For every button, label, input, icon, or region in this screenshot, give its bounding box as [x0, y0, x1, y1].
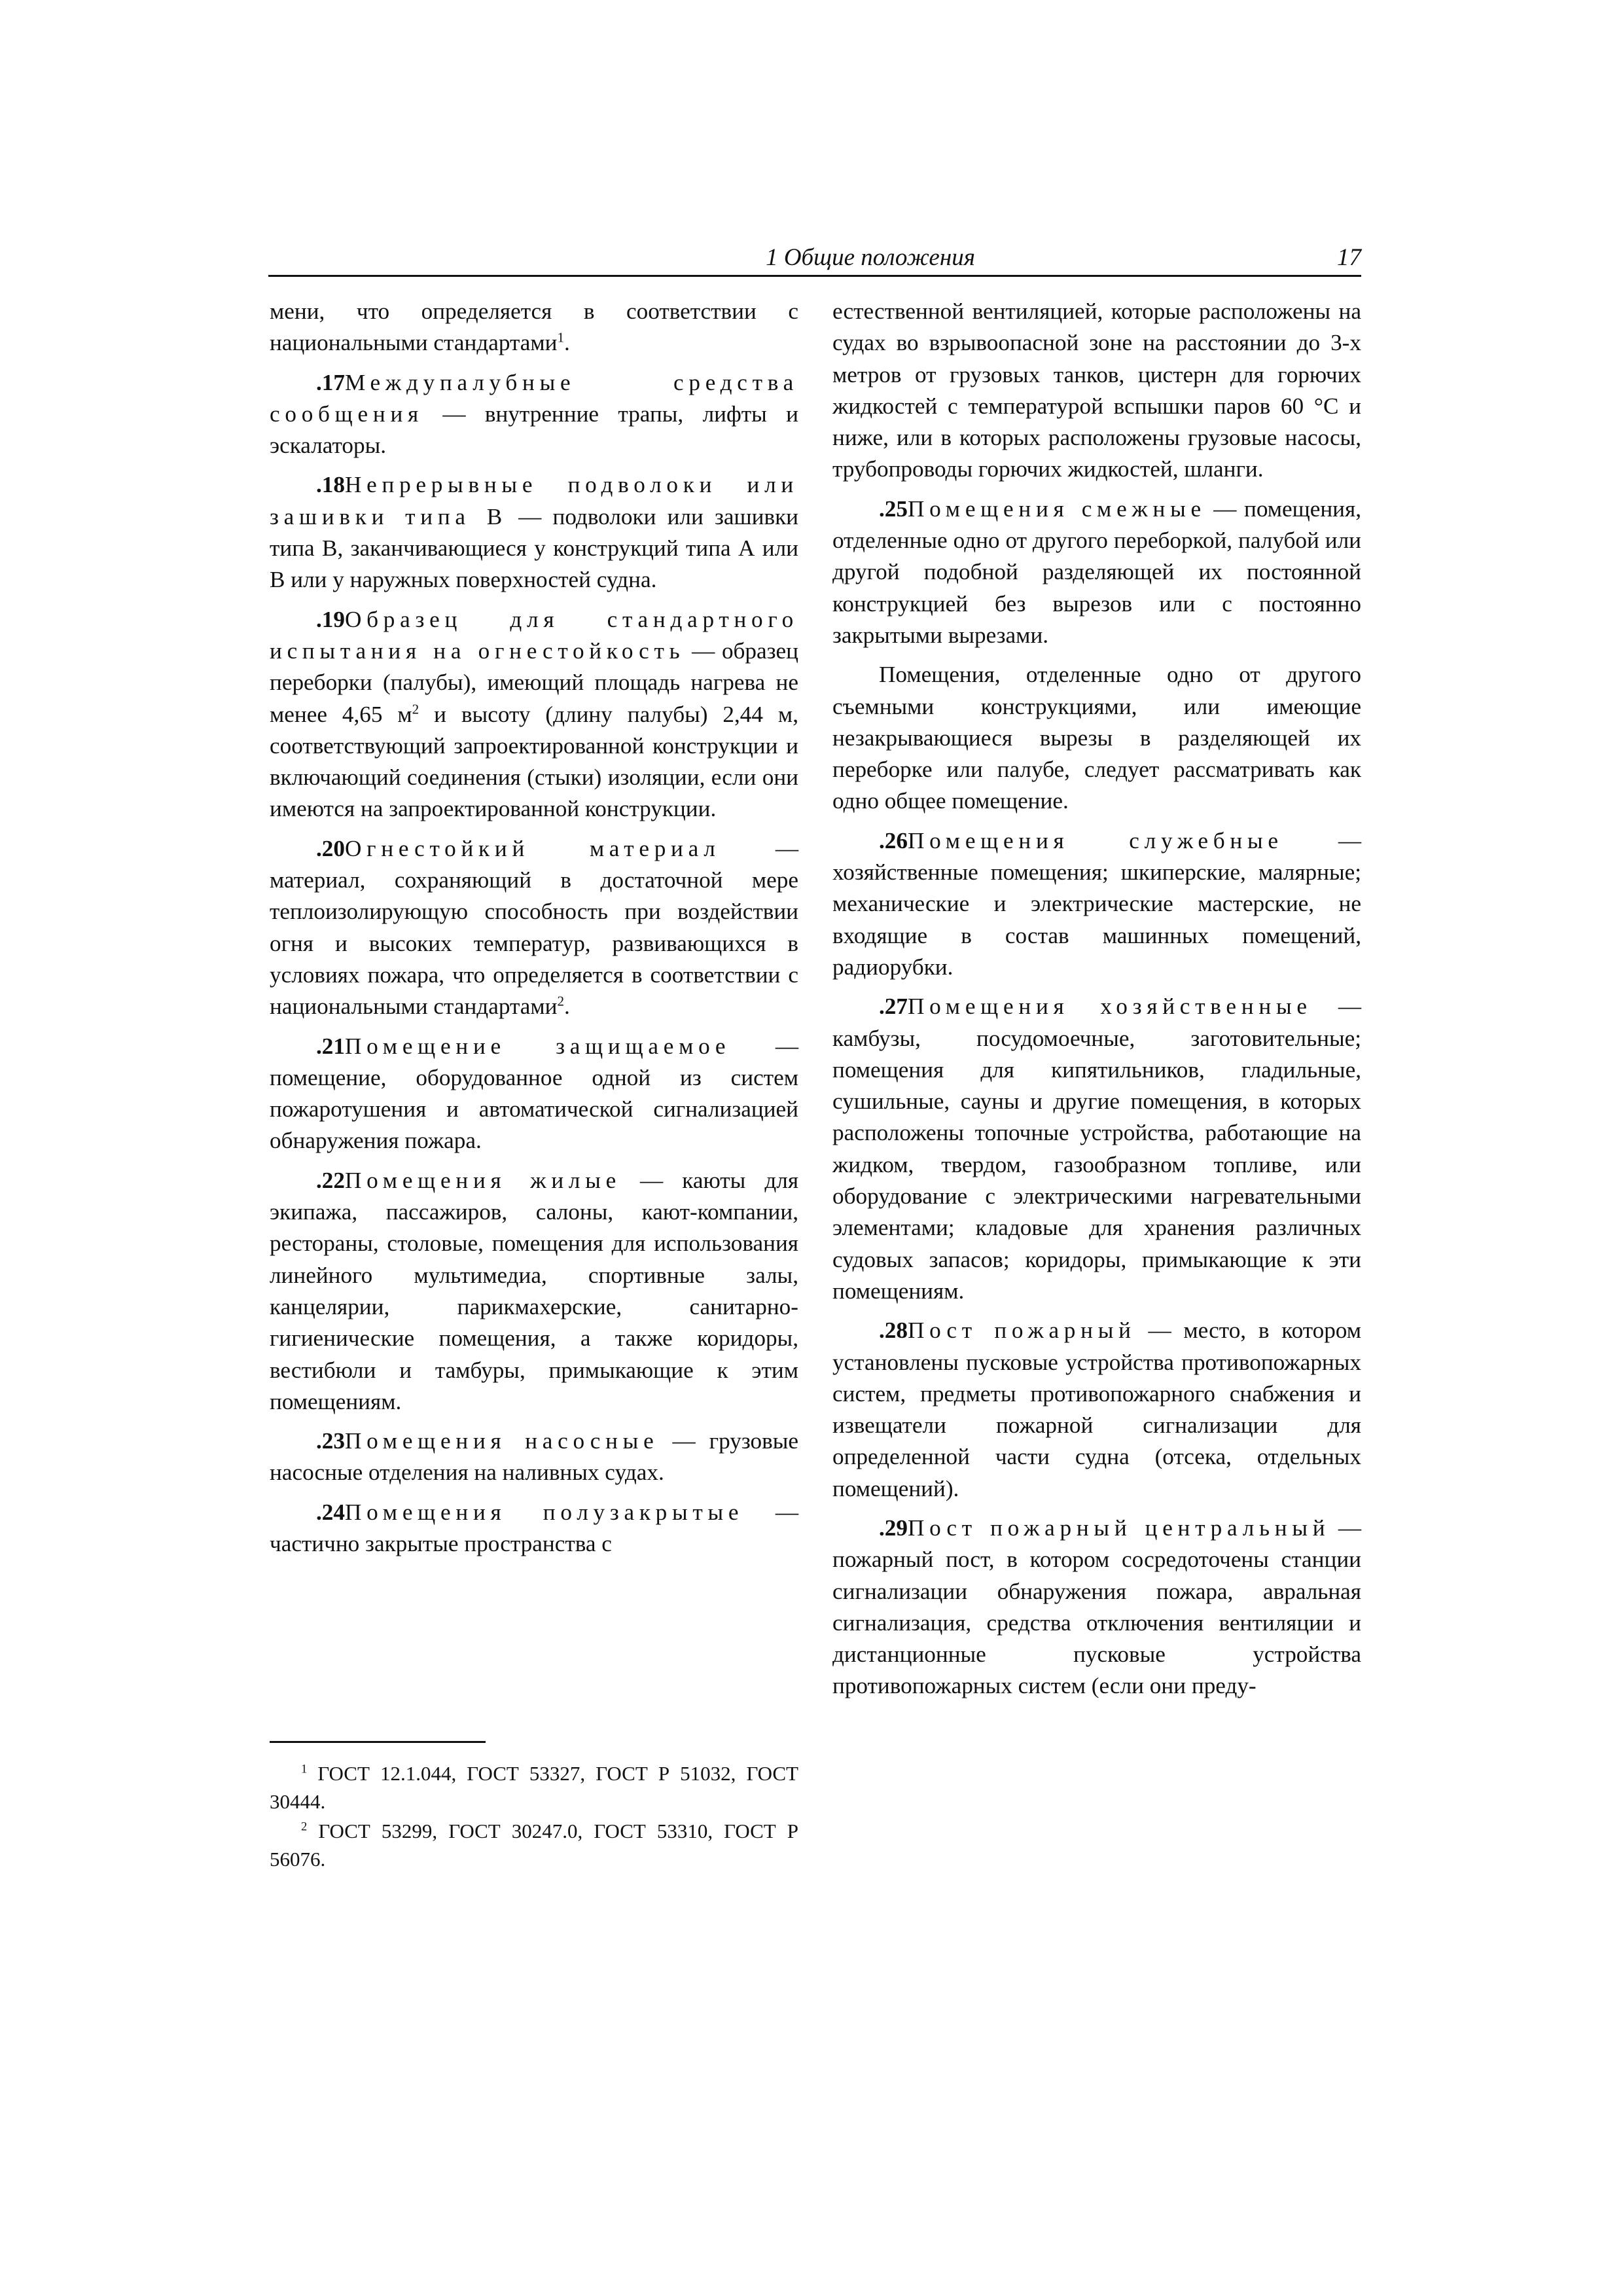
footnote: [270, 1759, 798, 1816]
footnotes: [270, 1759, 798, 1874]
footnote-text: ГОСТ 53299, ГОСТ 30247.0, ГОСТ 53310, ГОСТ Р 56076.: [270, 1820, 798, 1871]
page-number: 17: [1337, 244, 1361, 271]
definition-text: — камбузы, посудомоечные, заготовительные; помещения для кипятильников, гладильные, сушильные, сауны и другие помещения, в которых расположены топочные устройства, работающие на жидком, твердом, газообразном топливе, или оборудование с электрическими нагревательными элементами; кладовые для хранения различных судовых запасов; коридоры, примыкающие к эти помещениям.: [832, 994, 1361, 1304]
footnote-mark: 2: [301, 1820, 308, 1834]
defined-term: Помещения жилые: [344, 1167, 621, 1193]
definition-text: — каюты для экипажа, пассажиров, салоны, кают-компании, рестораны, столовые, помещения для использования линейного мультимедиа, спортивные залы, канцелярии, парикмахерские, санитарно-гигиенические помещения, а также коридоры, вестибюли и тамбуры, примыкающие к этим помещениям.: [270, 1167, 798, 1414]
clause-number: .26: [879, 827, 908, 853]
clause-number: .23: [316, 1428, 345, 1454]
footnote-ref: 2: [557, 993, 565, 1009]
definition-24: [270, 1497, 798, 1560]
defined-term: Огнестойкий материал: [344, 835, 721, 861]
definition-23: [270, 1426, 798, 1489]
paragraph-tail: .: [564, 330, 570, 356]
running-header: [268, 243, 1361, 277]
definition-text: — помещения, отделенные одно от другого переборкой, палубой или другой подобной разделяющей их постоянной конструкцией без вырезов или с постоянно закрытыми вырезами.: [832, 495, 1361, 648]
paragraph-text: мени, что определяется в соответствии с национальными стандартами: [270, 298, 798, 356]
definition-text: — место, в котором установлены пусковые устройства противопожарных систем, предметы противопожарного снабжения и извещатели пожарной сигнализации для определенной части судна (отсека, отдельных помещений).: [832, 1318, 1361, 1501]
definition-text: — частично закрытые пространства с: [270, 1499, 799, 1556]
definition-text: и высоту (длину палубы) 2,44 м, соответствующий запроектированной конструкции и включающий соединения (стыки) изоляции, если они имеются на запроектированной конструкции.: [270, 701, 798, 822]
definition-29: [832, 1513, 1361, 1702]
definition-tail: .: [564, 994, 570, 1020]
footnote-text: ГОСТ 12.1.044, ГОСТ 53327, ГОСТ Р 51032, ГОСТ 30444.: [270, 1762, 798, 1813]
clause-number: .27: [879, 994, 908, 1020]
defined-term: Междупалубные средства сообщения: [270, 369, 798, 427]
defined-term: Непрерывные подволоки или зашивки типа В: [270, 472, 798, 529]
definition-text: — внутренние трапы, лифты и эскалаторы.: [270, 401, 798, 459]
definition-17: [270, 367, 798, 462]
definition-27: [832, 991, 1361, 1307]
paragraph: [270, 296, 798, 359]
paragraph: [832, 659, 1361, 817]
right-column: [832, 296, 1361, 1710]
definition-text: — помещение, оборудованное одной из систем пожаротушения и автоматической сигнализацией обнаружения пожара.: [270, 1033, 799, 1154]
defined-term: Пост пожарный: [907, 1318, 1136, 1344]
paragraph: [832, 296, 1361, 486]
definition-20: [270, 833, 798, 1023]
defined-term: Помещения хозяйственные: [907, 994, 1312, 1020]
definition-18: [270, 469, 798, 596]
footnote-ref: 1: [557, 329, 565, 346]
left-column: [270, 296, 798, 1568]
defined-term: Помещения смежные: [907, 495, 1206, 522]
clause-number: .19: [316, 606, 345, 632]
defined-term: Образец для стандартного испытания на огнестойкость: [270, 606, 798, 664]
definition-22: [270, 1165, 798, 1418]
paragraph-text: естественной вентиляцией, которые расположены на судах во взрывоопасной зоне на расстоянии до 3-х метров от грузовых танков, цистерн для горючих жидкостей с температурой вспышки паров 60 °С и ниже, или в которых расположены грузовые насосы, трубопроводы горючих жидкостей, шланги.: [832, 298, 1361, 482]
superscript: 2: [412, 700, 419, 717]
defined-term: Помещение защищаемое: [344, 1033, 731, 1059]
definition-text: — материал, сохраняющий в достаточной мере теплоизолирующую способность при воздействии огня и высоких температур, развивающихся в условиях пожара, что определяется в соответствии с национальными стандартами: [270, 835, 799, 1020]
definition-28: [832, 1315, 1361, 1505]
clause-number: .21: [316, 1033, 345, 1059]
running-title: 1 Общие положения: [766, 244, 975, 271]
clause-number: .22: [316, 1167, 345, 1193]
defined-term: Помещения насосные: [344, 1428, 659, 1454]
definition-19: [270, 604, 798, 825]
defined-term: Помещения служебные: [907, 827, 1283, 853]
clause-number: .25: [879, 495, 908, 522]
definition-21: [270, 1031, 798, 1157]
clause-number: .28: [879, 1318, 908, 1344]
defined-term: Пост пожарный центральный: [907, 1515, 1330, 1541]
paragraph-text: Помещения, отделенные одно от другого съемными конструкциями, или имеющие незакрывающиеся вырезы в разделяющей их переборке или палубе, следует рассматривать как одно общее помещение.: [832, 662, 1361, 814]
footnote: [270, 1817, 798, 1873]
definition-text: — подволоки или зашивки типа В, заканчивающиеся у конструкций типа А или В или у наружных поверхностей судна.: [270, 503, 798, 593]
definition-text: — пожарный пост, в котором сосредоточены станции сигнализации обнаружения пожара, авральная сигнализация, средства отключения вентиляции и дистанционные пусковые устройства противопожарных систем (если они преду-: [832, 1515, 1361, 1699]
clause-number: .17: [316, 369, 345, 395]
definition-26: [832, 825, 1361, 983]
clause-number: .29: [879, 1515, 908, 1541]
definition-text: — грузовые насосные отделения на наливных судах.: [270, 1428, 798, 1486]
definition-25: [832, 493, 1361, 651]
footnote-divider: [270, 1741, 486, 1743]
definition-text: — образец переборки (палубы), имеющий площадь нагрева не менее 4,65 м: [270, 637, 798, 727]
clause-number: .20: [316, 835, 345, 861]
clause-number: .24: [316, 1499, 345, 1525]
defined-term: Помещения полузакрытые: [344, 1499, 744, 1525]
clause-number: .18: [316, 472, 345, 498]
definition-text: — хозяйственные помещения; шкиперские, малярные; механические и электрические мастерские, не входящие в состав машинных помещений, радиорубки.: [832, 827, 1362, 980]
footnote-mark: 1: [301, 1762, 308, 1776]
